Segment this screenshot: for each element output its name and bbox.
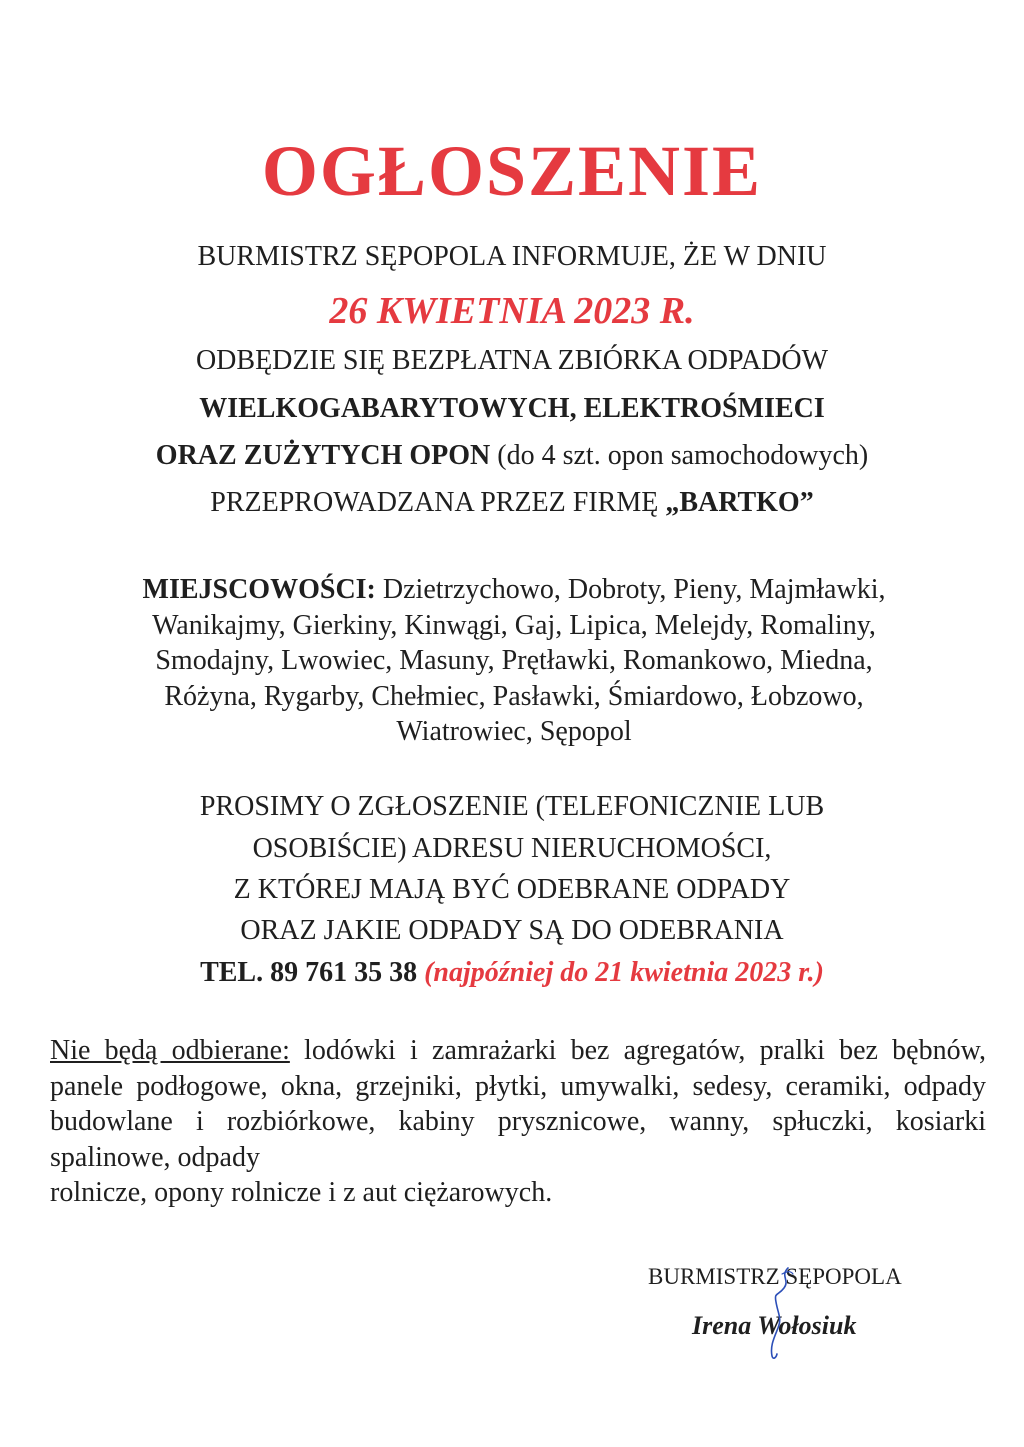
signature-name: Irena Wołosiuk: [692, 1311, 857, 1340]
places-line-4: Różyna, Rygarby, Chełmiec, Pasławki, Śmiardowo, Łobzowo,: [164, 680, 864, 712]
deadline-note: (najpóźniej do 21 kwietnia 2023 r.): [417, 957, 824, 988]
not-collected-block: [50, 1033, 986, 1211]
places-text-1: Dzietrzychowo, Dobroty, Pieny, Majmławki,: [375, 574, 886, 605]
not-collected-label: Nie będą odbierane:: [50, 1035, 290, 1066]
request-line-2: OSOBIŚCIE) ADRESU NIERUCHOMOŚCI,: [252, 833, 772, 864]
request-line-3: Z KTÓREJ MAJĄ BYĆ ODEBRANE ODPADY: [233, 874, 791, 905]
places-line-3: Smodajny, Lwowiec, Masuny, Prętławki, Romankowo, Miedna,: [155, 645, 873, 676]
collection-line-2: WIELKOGABARYTOWYCH, ELEKTROŚMIECI: [199, 393, 825, 424]
page-title: OGŁOSZENIE: [261, 131, 763, 211]
company-name: „BARTKO”: [665, 487, 814, 518]
collection-line-3: [0, 439, 1024, 473]
places-label: MIEJSCOWOŚCI:: [142, 574, 376, 605]
places-line-5: Wiatrowiec, Sępopol: [396, 716, 632, 747]
not-collected-last-line: rolnicze, opony rolnicze i z aut ciężarowych.: [50, 1177, 553, 1208]
request-line-4: ORAZ JAKIE ODPADY SĄ DO ODEBRANIA: [240, 915, 784, 946]
not-collected-text: [50, 1033, 986, 1175]
collection-line-4: [0, 486, 1024, 520]
tires-label: ORAZ ZUŻYTYCH OPON: [155, 440, 491, 471]
places-line-1: [64, 572, 964, 608]
tires-limit: (do 4 szt. opon samochodowych): [490, 440, 869, 471]
phone-number: TEL. 89 761 35 38: [200, 957, 418, 988]
signature-title: BURMISTRZ SĘPOPOLA: [648, 1264, 902, 1289]
not-collected-items: lodówki i zamrażarki bez agregatów, pralki bez bębnów, panele podłogowe, okna, grzejniki, płytki, umywalki, sedesy, ceramiki, odpady budowlane i rozbiórkowe, kabiny prysznicowe, wanny, spłuczki, kosiarki spalinowe, odpady: [50, 1035, 987, 1173]
places-block: [64, 572, 964, 750]
intro-line: BURMISTRZ SĘPOPOLA INFORMUJE, ŻE W DNIU: [197, 241, 827, 272]
places-line-2: Wanikajmy, Gierkiny, Kinwągi, Gaj, Lipica, Melejdy, Romaliny,: [152, 609, 876, 641]
collection-line-1: ODBĘDZIE SIĘ BEZPŁATNA ZBIÓRKA ODPADÓW: [195, 345, 829, 376]
contact-line: [0, 956, 1024, 990]
event-date: 26 KWIETNIA 2023 R.: [329, 290, 695, 332]
request-line-1: PROSIMY O ZGŁOSZENIE (TELEFONICZNIE LUB: [199, 791, 825, 822]
company-intro: PRZEPROWADZANA PRZEZ FIRMĘ: [210, 487, 666, 518]
handwritten-signature-icon: [760, 1262, 800, 1362]
